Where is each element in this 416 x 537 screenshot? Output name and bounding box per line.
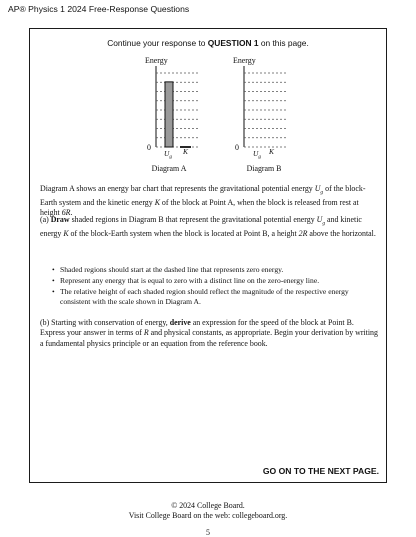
diagram-b-gridlines	[244, 73, 288, 147]
diagram-a-gridlines	[156, 73, 200, 147]
part-a-bullets	[52, 265, 357, 308]
footer	[0, 501, 416, 520]
diagram-b-ug-label: $U_g$	[253, 149, 261, 160]
diagram-a-caption: Diagram A	[151, 164, 187, 173]
bullet-item: • Shaded regions should start at the dashed line that represents zero energy.	[52, 265, 357, 275]
diagram-a-ug-bar	[165, 82, 173, 147]
bullet-item: • Represent any energy that is equal to zero with a distinct line on the zero-energy line.	[52, 276, 357, 286]
page-number: 5	[206, 528, 210, 537]
diagram-b-title: Energy	[233, 56, 256, 65]
diagram-a	[145, 56, 200, 173]
diagram-a-k-label: K	[183, 147, 188, 156]
diagram-b	[233, 56, 288, 173]
diagram-a-ug-label: $U_g$	[164, 149, 172, 160]
diagram-b-k-label: K	[269, 147, 274, 156]
footer-visit: Visit College Board on the web: collegeboard.org.	[128, 510, 288, 520]
continue-prefix: Continue your response to	[107, 38, 208, 48]
diagram-a-title: Energy	[145, 56, 168, 65]
intro-paragraph: Diagram A shows an energy bar chart that represents the gravitational potential energy $U_g$ of the block-Earth system and the kinetic energy K of the block at Point A, when the block is released from rest at height 6R.	[40, 184, 366, 218]
continue-suffix: on this page.	[258, 38, 309, 48]
diagram-a-zero-label: 0	[147, 143, 151, 152]
part-b-prompt: (b) Starting with conservation of energy, derive an expression for the speed of the block at Point B. Express your answer in terms of R and physical constants, as appropriate. Begin your derivation by writing a fundamental physics principle or an equation from the reference book.	[40, 318, 378, 348]
bullet-item: • The relative height of each shaded region should reflect the magnitude of the respective energy consistent with the scale shown in Diagram A.	[52, 287, 357, 307]
question-label: QUESTION 1	[207, 38, 259, 48]
energy-diagrams	[0, 0, 416, 200]
go-on-note: GO ON TO THE NEXT PAGE.	[262, 466, 379, 476]
diagram-b-caption: Diagram B	[246, 164, 282, 173]
page-header-title: AP® Physics 1 2024 Free-Response Questions	[8, 4, 190, 14]
part-a-prompt: (a) Draw shaded regions in Diagram B that represent the gravitational potential energy $U_g$ and kinetic energy K of the block-Earth system when the block is located at Point B, a height 2R above the horizontal.	[40, 215, 376, 238]
footer-copyright: © 2024 College Board.	[171, 501, 245, 510]
diagram-b-zero-label: 0	[235, 143, 239, 152]
